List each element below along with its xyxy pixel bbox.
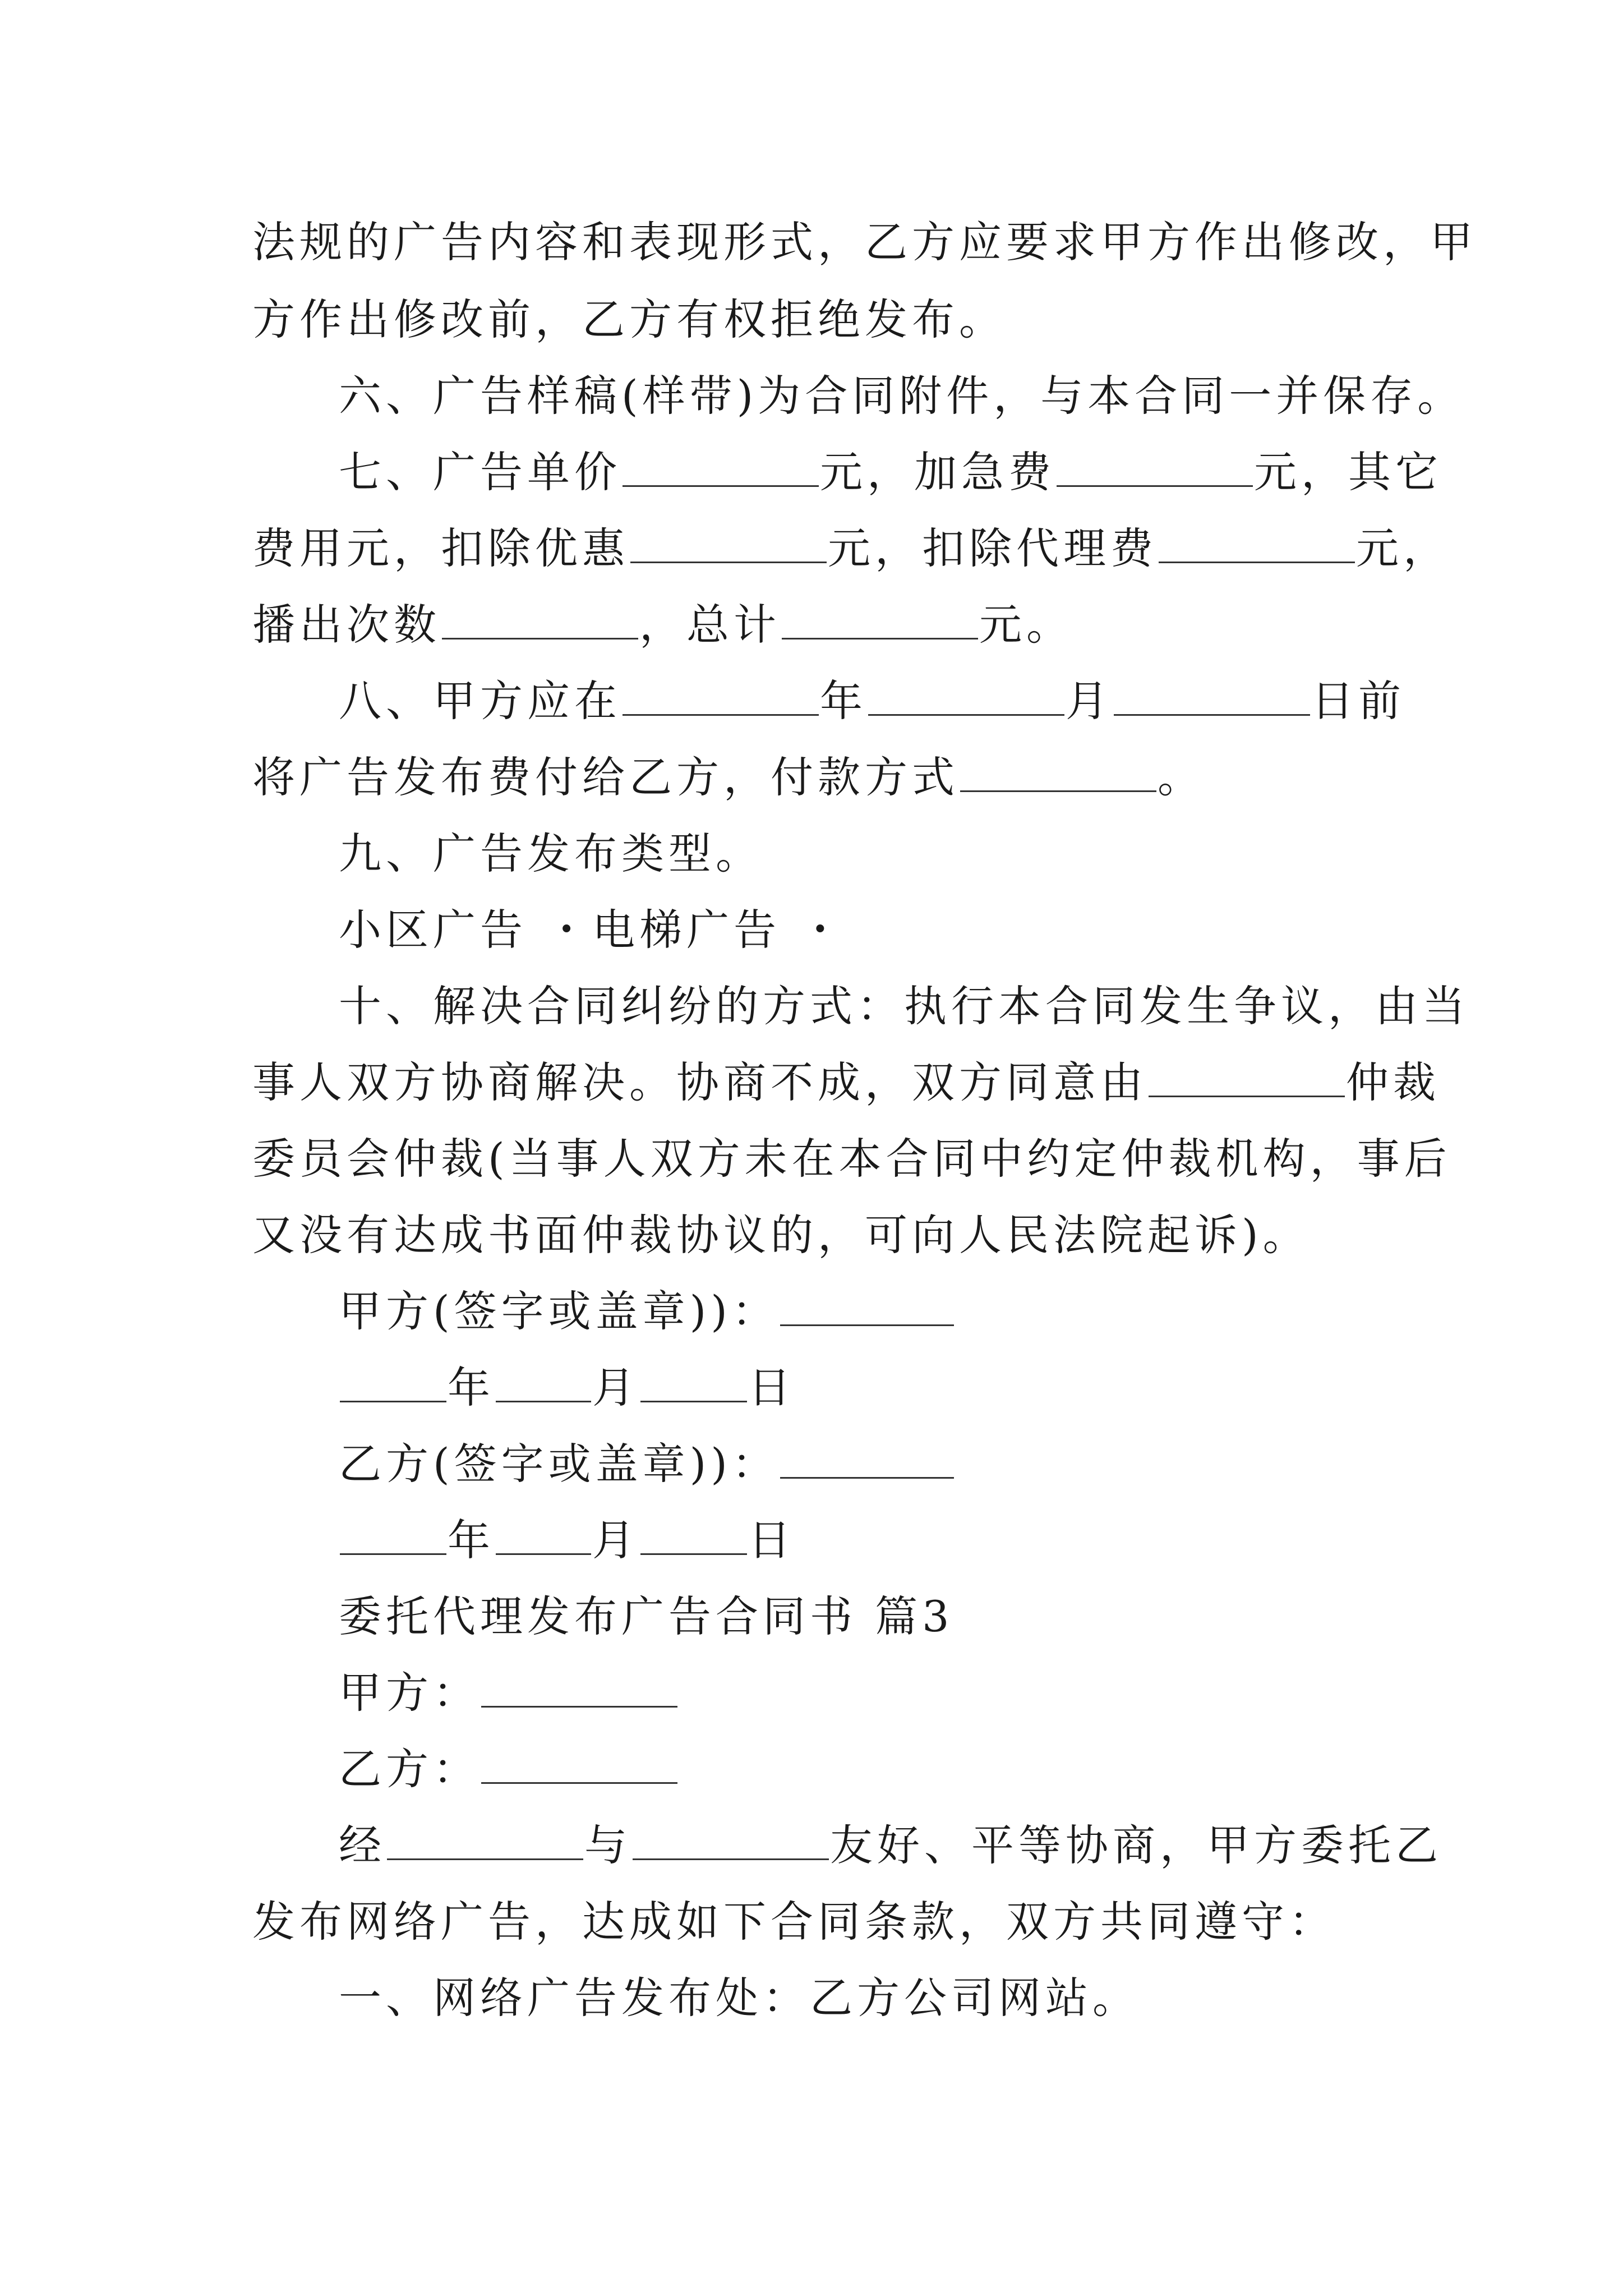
fill-blank[interactable] — [442, 599, 638, 639]
fill-blank[interactable] — [1057, 446, 1253, 487]
text: 日前 — [1311, 676, 1405, 726]
paragraph-line — [339, 444, 1442, 500]
paragraph-line — [252, 1207, 1310, 1263]
fill-blank[interactable] — [623, 675, 819, 716]
text: 甲方： — [339, 1668, 480, 1718]
day-blank[interactable] — [640, 1361, 747, 1402]
text: 委员会仲裁(当事人双方未在本合同中约定仲裁机构，事后 — [252, 1134, 1451, 1184]
text: 元， — [1356, 523, 1450, 573]
paragraph-line — [252, 521, 1450, 577]
month-blank[interactable] — [496, 1361, 591, 1402]
signature-blank[interactable] — [780, 1285, 954, 1326]
paragraph-line — [252, 1894, 1336, 1950]
signature-line — [339, 1436, 955, 1492]
text: 将广告发布费付给乙方，付款方式 — [252, 752, 959, 802]
fill-blank[interactable] — [960, 751, 1156, 792]
party-b-blank[interactable] — [481, 1743, 677, 1784]
paragraph-line — [339, 1818, 1442, 1874]
text: 甲方(签字或盖章))： — [339, 1286, 779, 1336]
text: 乙方： — [339, 1744, 480, 1794]
text: 月 — [1066, 676, 1113, 726]
fill-blank[interactable] — [630, 522, 827, 563]
paragraph-line — [252, 1131, 1451, 1187]
month-blank[interactable] — [496, 1514, 591, 1555]
signature-line — [339, 1283, 955, 1340]
party-line — [339, 1741, 679, 1797]
paragraph-line — [252, 597, 1073, 653]
party-line — [339, 1665, 679, 1721]
fill-blank[interactable] — [782, 599, 978, 639]
text: 日 — [748, 1515, 795, 1565]
text: 日 — [748, 1363, 795, 1412]
text: 发布网络广告，达成如下合同条款，双方共同遵守： — [252, 1897, 1336, 1947]
party-a-blank[interactable] — [481, 1667, 677, 1708]
paragraph-line — [252, 1055, 1440, 1111]
paragraph-line — [339, 902, 846, 958]
text: 法规的广告内容和表现形式，乙方应要求甲方作出修改，甲 — [252, 217, 1477, 267]
paragraph-line — [339, 1970, 1140, 2026]
text: 月 — [592, 1363, 639, 1412]
date-line — [339, 1360, 795, 1416]
paragraph-line — [339, 673, 1405, 729]
text: 元。 — [979, 600, 1073, 650]
paragraph-line — [339, 826, 763, 882]
paragraph-line — [252, 292, 1006, 348]
text: 年 — [820, 676, 867, 726]
text: 与 — [584, 1820, 631, 1870]
text: 友好、平等协商，甲方委托乙 — [830, 1820, 1442, 1870]
day-blank[interactable] — [640, 1514, 747, 1555]
text: 年 — [448, 1515, 495, 1565]
text: 播出次数 — [252, 600, 441, 650]
text: 事人双方协商解决。协商不成，双方同意由 — [252, 1057, 1147, 1107]
text: 委托代理发布广告合同书 篇3 — [339, 1591, 954, 1641]
paragraph-line — [339, 368, 1464, 424]
fill-blank[interactable] — [387, 1819, 583, 1860]
text: 年 — [448, 1363, 495, 1412]
text: 月 — [592, 1515, 639, 1565]
text: 一、网络广告发布处：乙方公司网站。 — [339, 1973, 1140, 2023]
paragraph-line — [252, 749, 1205, 806]
fill-blank[interactable] — [623, 446, 819, 487]
fill-blank[interactable] — [868, 675, 1064, 716]
text: ，总计 — [639, 600, 781, 650]
fill-blank[interactable] — [1159, 522, 1355, 563]
signature-blank[interactable] — [780, 1438, 954, 1479]
text: 方作出修改前，乙方有权拒绝发布。 — [252, 295, 1006, 344]
paragraph-line — [339, 978, 1469, 1034]
text: 七、广告单价 — [339, 447, 621, 497]
text: 元，加急费 — [820, 447, 1055, 497]
fill-blank[interactable] — [1114, 675, 1310, 716]
text: 元，扣除代理费 — [828, 523, 1158, 573]
text: 。 — [1158, 752, 1205, 802]
year-blank[interactable] — [340, 1361, 446, 1402]
text: 费用元，扣除优惠 — [252, 523, 629, 573]
date-line — [339, 1512, 795, 1568]
section-title — [339, 1589, 954, 1645]
text: 六、广告样稿(样带)为合同附件，与本合同一并保存。 — [339, 371, 1465, 421]
fill-blank[interactable] — [1149, 1056, 1345, 1097]
year-blank[interactable] — [340, 1514, 446, 1555]
text: 经 — [339, 1820, 386, 1870]
text: 乙方(签字或盖章))： — [339, 1439, 779, 1489]
fill-blank[interactable] — [633, 1819, 829, 1860]
text: 小区广告 ・电梯广告 ・ — [339, 905, 846, 955]
text: 九、广告发布类型。 — [339, 829, 763, 878]
text: 八、甲方应在 — [339, 676, 621, 726]
text: 十、解决合同纠纷的方式：执行本合同发生争议，由当 — [339, 981, 1469, 1031]
text: 又没有达成书面仲裁协议的，可向人民法院起诉)。 — [252, 1210, 1310, 1260]
paragraph-line — [252, 214, 1477, 270]
text: 元，其它 — [1254, 447, 1442, 497]
text: 仲裁 — [1346, 1057, 1440, 1107]
